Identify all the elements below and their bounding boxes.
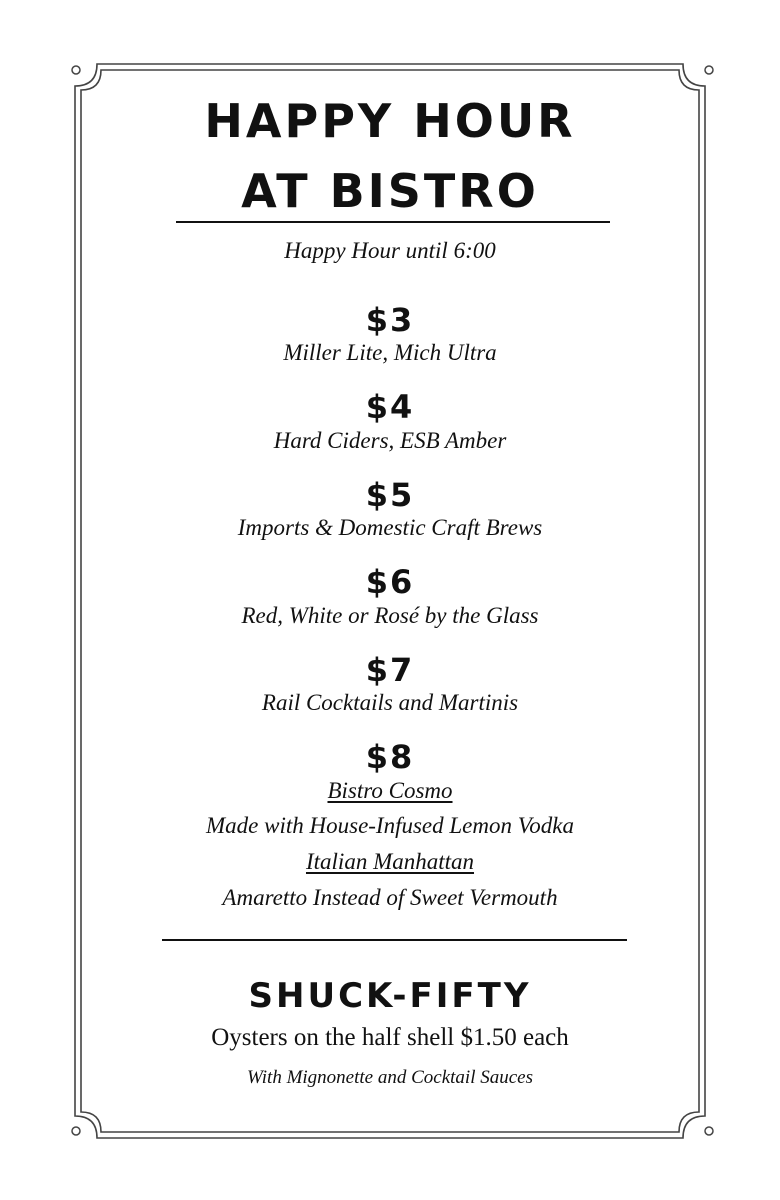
title-line-1: HAPPY HOUR (204, 94, 576, 148)
price-8: $8 (365, 738, 415, 776)
happy-hour-time: Happy Hour until 6:00 (284, 238, 496, 263)
oysters-offer: Oysters on the half shell $1.50 each (211, 1024, 569, 1051)
title-line-2: AT BISTRO (241, 164, 539, 218)
cocktail-description: Made with House-Infused Lemon Vodka (206, 813, 574, 838)
cocktail-name-italian-manhattan: Italian Manhattan (305, 849, 475, 874)
cocktail-name-bistro-cosmo: Bistro Cosmo (327, 778, 453, 803)
price-5-items: Imports & Domestic Craft Brews (237, 515, 543, 540)
price-3-items: Miller Lite, Mich Ultra (283, 340, 497, 365)
oysters-sauces: With Mignonette and Cocktail Sauces (246, 1067, 533, 1088)
cocktail-description: Amaretto Instead of Sweet Vermouth (222, 885, 558, 910)
price-7-items: Rail Cocktails and Martinis (261, 690, 519, 715)
price-6-items: Red, White or Rosé by the Glass (241, 603, 539, 628)
shuck-fifty-title: SHUCK-FIFTY (248, 976, 532, 1016)
price-7: $7 (365, 651, 415, 689)
price-5: $5 (365, 476, 415, 514)
price-6: $6 (365, 563, 415, 601)
section-divider (162, 939, 627, 941)
title-divider (176, 221, 610, 223)
price-4-items: Hard Ciders, ESB Amber (273, 428, 507, 453)
price-4: $4 (365, 388, 415, 426)
price-3: $3 (365, 301, 415, 339)
